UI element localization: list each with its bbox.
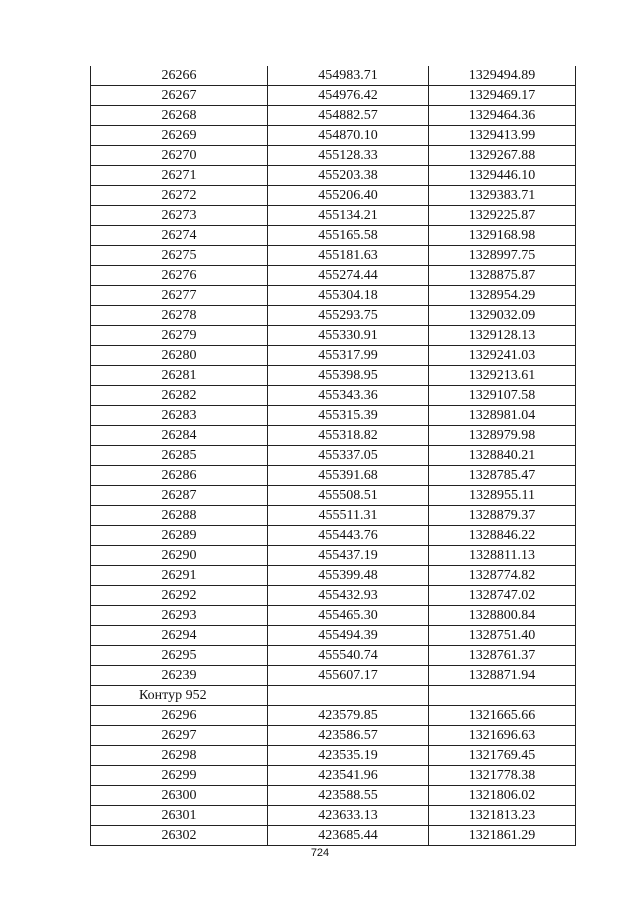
y-coordinate-cell: 1328979.98 [429,426,576,446]
y-coordinate-cell: 1328761.37 [429,646,576,666]
x-coordinate-cell: 455318.82 [268,426,429,446]
point-number-cell: 26271 [91,166,268,186]
y-coordinate-cell: 1321813.23 [429,806,576,826]
y-coordinate-cell: 1329128.13 [429,326,576,346]
point-number-cell: 26297 [91,726,268,746]
point-number-cell: 26299 [91,766,268,786]
y-coordinate-cell: 1328800.84 [429,606,576,626]
table-row [91,826,576,846]
point-number-cell: 26273 [91,206,268,226]
table-row [91,606,576,626]
y-coordinate-cell: 1328774.82 [429,566,576,586]
point-number-cell: 26294 [91,626,268,646]
x-coordinate-cell: 455128.33 [268,146,429,166]
y-coordinate-cell: 1321806.02 [429,786,576,806]
x-coordinate-cell: 455330.91 [268,326,429,346]
table-row [91,546,576,566]
table-row [91,506,576,526]
table-row [91,346,576,366]
x-coordinate-cell: 455304.18 [268,286,429,306]
point-number-cell: 26301 [91,806,268,826]
point-number-cell: 26282 [91,386,268,406]
table-row [91,266,576,286]
table-row [91,126,576,146]
table-row [91,386,576,406]
table-row [91,626,576,646]
table-row [91,366,576,386]
table-row [91,706,576,726]
x-coordinate-cell: 423535.19 [268,746,429,766]
table-row [91,246,576,266]
table-row [91,106,576,126]
point-number-cell: Контур 952 [91,686,268,706]
x-coordinate-cell: 455293.75 [268,306,429,326]
point-number-cell: 26285 [91,446,268,466]
table-row [91,406,576,426]
x-coordinate-cell: 454870.10 [268,126,429,146]
coordinates-table [90,66,576,846]
y-coordinate-cell: 1329168.98 [429,226,576,246]
point-number-cell: 26300 [91,786,268,806]
x-coordinate-cell: 455343.36 [268,386,429,406]
x-coordinate-cell: 455465.30 [268,606,429,626]
coordinates-table-body [91,66,576,846]
table-row [91,666,576,686]
point-number-cell: 26268 [91,106,268,126]
x-coordinate-cell [268,686,429,706]
y-coordinate-cell: 1329494.89 [429,66,576,86]
y-coordinate-cell: 1329107.58 [429,386,576,406]
y-coordinate-cell: 1329213.61 [429,366,576,386]
point-number-cell: 26279 [91,326,268,346]
y-coordinate-cell: 1328997.75 [429,246,576,266]
point-number-cell: 26266 [91,66,268,86]
y-coordinate-cell: 1328846.22 [429,526,576,546]
table-row [91,186,576,206]
table-row [91,286,576,306]
table-row [91,746,576,766]
x-coordinate-cell: 455391.68 [268,466,429,486]
x-coordinate-cell: 423579.85 [268,706,429,726]
point-number-cell: 26295 [91,646,268,666]
point-number-cell: 26281 [91,366,268,386]
x-coordinate-cell: 455206.40 [268,186,429,206]
point-number-cell: 26286 [91,466,268,486]
point-number-cell: 26278 [91,306,268,326]
x-coordinate-cell: 423588.55 [268,786,429,806]
x-coordinate-cell: 423685.44 [268,826,429,846]
point-number-cell: 26302 [91,826,268,846]
y-coordinate-cell: 1321696.63 [429,726,576,746]
point-number-cell: 26272 [91,186,268,206]
table-row [91,526,576,546]
point-number-cell: 26290 [91,546,268,566]
y-coordinate-cell: 1328811.13 [429,546,576,566]
y-coordinate-cell: 1328751.40 [429,626,576,646]
point-number-cell: 26270 [91,146,268,166]
x-coordinate-cell: 455540.74 [268,646,429,666]
table-row [91,806,576,826]
y-coordinate-cell: 1329413.99 [429,126,576,146]
table-row [91,786,576,806]
x-coordinate-cell: 423633.13 [268,806,429,826]
x-coordinate-cell: 455432.93 [268,586,429,606]
x-coordinate-cell: 455399.48 [268,566,429,586]
point-number-cell: 26277 [91,286,268,306]
y-coordinate-cell: 1328747.02 [429,586,576,606]
y-coordinate-cell: 1328954.29 [429,286,576,306]
x-coordinate-cell: 455337.05 [268,446,429,466]
point-number-cell: 26239 [91,666,268,686]
x-coordinate-cell: 455165.58 [268,226,429,246]
table-row [91,226,576,246]
x-coordinate-cell: 455607.17 [268,666,429,686]
y-coordinate-cell: 1328840.21 [429,446,576,466]
table-row [91,646,576,666]
point-number-cell: 26276 [91,266,268,286]
table-row [91,146,576,166]
point-number-cell: 26293 [91,606,268,626]
y-coordinate-cell: 1329469.17 [429,86,576,106]
y-coordinate-cell: 1321861.29 [429,826,576,846]
x-coordinate-cell: 455203.38 [268,166,429,186]
y-coordinate-cell: 1321665.66 [429,706,576,726]
point-number-cell: 26288 [91,506,268,526]
x-coordinate-cell: 455437.19 [268,546,429,566]
table-row [91,766,576,786]
x-coordinate-cell: 455398.95 [268,366,429,386]
y-coordinate-cell: 1328785.47 [429,466,576,486]
y-coordinate-cell: 1328955.11 [429,486,576,506]
point-number-cell: 26287 [91,486,268,506]
table-row [91,466,576,486]
y-coordinate-cell: 1329225.87 [429,206,576,226]
point-number-cell: 26298 [91,746,268,766]
x-coordinate-cell: 455134.21 [268,206,429,226]
point-number-cell: 26291 [91,566,268,586]
point-number-cell: 26280 [91,346,268,366]
y-coordinate-cell [429,686,576,706]
x-coordinate-cell: 454983.71 [268,66,429,86]
y-coordinate-cell: 1329464.36 [429,106,576,126]
table-row [91,586,576,606]
table-row [91,206,576,226]
x-coordinate-cell: 423541.96 [268,766,429,786]
y-coordinate-cell: 1329383.71 [429,186,576,206]
table-row [91,166,576,186]
point-number-cell: 26269 [91,126,268,146]
y-coordinate-cell: 1328871.94 [429,666,576,686]
x-coordinate-cell: 455274.44 [268,266,429,286]
point-number-cell: 26267 [91,86,268,106]
point-number-cell: 26292 [91,586,268,606]
x-coordinate-cell: 454882.57 [268,106,429,126]
point-number-cell: 26289 [91,526,268,546]
y-coordinate-cell: 1329032.09 [429,306,576,326]
table-row [91,426,576,446]
page-number: 724 [310,847,330,859]
y-coordinate-cell: 1329267.88 [429,146,576,166]
x-coordinate-cell: 455511.31 [268,506,429,526]
contour-header-row [91,686,576,706]
point-number-cell: 26274 [91,226,268,246]
table-row [91,726,576,746]
y-coordinate-cell: 1321778.38 [429,766,576,786]
y-coordinate-cell: 1329446.10 [429,166,576,186]
x-coordinate-cell: 423586.57 [268,726,429,746]
point-number-cell: 26283 [91,406,268,426]
x-coordinate-cell: 455317.99 [268,346,429,366]
x-coordinate-cell: 455508.51 [268,486,429,506]
y-coordinate-cell: 1328879.37 [429,506,576,526]
x-coordinate-cell: 455315.39 [268,406,429,426]
x-coordinate-cell: 455494.39 [268,626,429,646]
table-row [91,446,576,466]
x-coordinate-cell: 455181.63 [268,246,429,266]
table-row [91,306,576,326]
table-row [91,486,576,506]
point-number-cell: 26275 [91,246,268,266]
point-number-cell: 26296 [91,706,268,726]
x-coordinate-cell: 454976.42 [268,86,429,106]
table-row [91,66,576,86]
y-coordinate-cell: 1329241.03 [429,346,576,366]
y-coordinate-cell: 1328875.87 [429,266,576,286]
y-coordinate-cell: 1321769.45 [429,746,576,766]
table-row [91,566,576,586]
y-coordinate-cell: 1328981.04 [429,406,576,426]
table-row [91,326,576,346]
table-row [91,86,576,106]
point-number-cell: 26284 [91,426,268,446]
x-coordinate-cell: 455443.76 [268,526,429,546]
